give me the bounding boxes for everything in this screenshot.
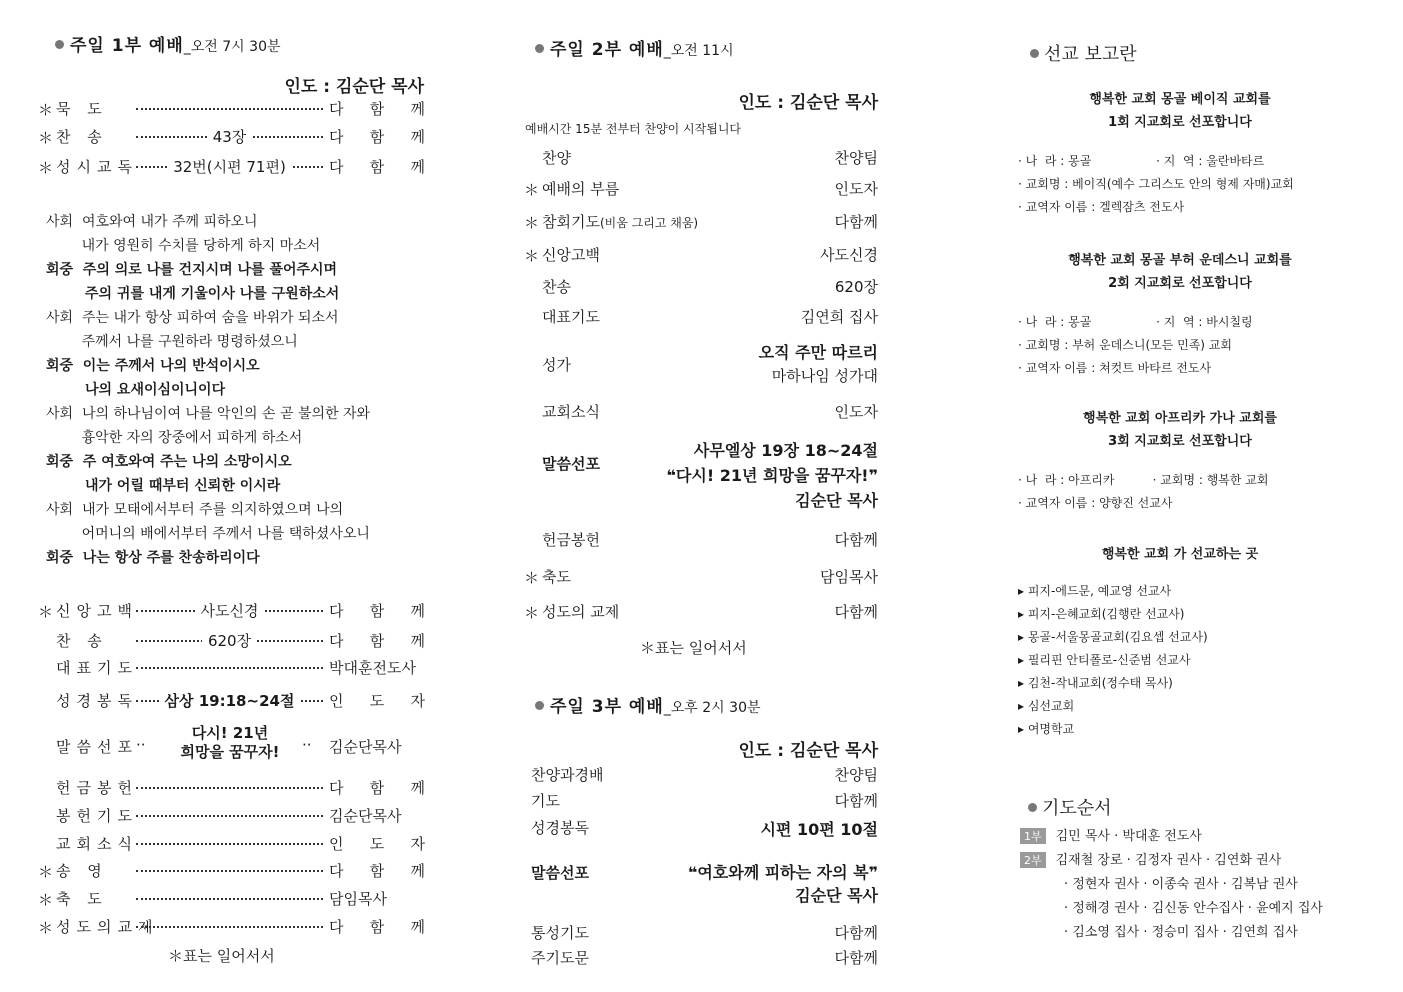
order-label: 송 영	[56, 862, 108, 880]
service3-header	[535, 692, 761, 717]
responsive-line: 나의 요새이심이니이다	[46, 382, 226, 398]
order-value: 찬양팀	[834, 149, 878, 167]
order-label: 헌금봉헌	[56, 779, 138, 797]
responsive-line: 주께서 나를 구원하라 명령하셨으니	[46, 334, 298, 350]
order-label	[542, 147, 571, 168]
order-label: 봉헌기도	[56, 807, 138, 825]
mission-block-line: · 교역자 이름 : 겔렉잠츠 전도사	[1018, 200, 1185, 214]
service2-notice: 예배시간 15분 전부터 찬양이 시작됩니다	[525, 122, 742, 136]
standing-asterisk-icon: ＊	[524, 214, 540, 232]
order-label	[542, 453, 600, 474]
order-responsible: 다 함 께	[329, 602, 425, 620]
mission-supported-item: ▸ 피지-에드문, 예교영 선교사	[1018, 584, 1172, 598]
order-label: 대표기도	[56, 659, 138, 677]
order-responsible: 다 함 께	[329, 918, 425, 936]
order-row	[40, 156, 425, 178]
order-label	[542, 354, 571, 375]
order-row	[40, 690, 425, 712]
standing-asterisk-icon: ＊	[38, 159, 54, 177]
order-value: ❝여호와께 피하는 자의 복❞	[687, 863, 878, 882]
order-responsible: 박대훈전도사	[329, 659, 416, 677]
prayer-header	[1028, 794, 1112, 820]
order-value: 인도자	[834, 180, 878, 198]
order-row	[40, 888, 425, 910]
order-label: 찬 송	[56, 128, 108, 146]
mission-block-line: · 나 라 : 몽골 · 지 역 : 울란바타르	[1018, 154, 1265, 168]
order-value: 김연희 집사	[800, 308, 878, 326]
prayer-line-4: · 정해경 권사 · 김신동 안수집사 · 윤예지 집사	[1064, 901, 1323, 916]
responsive-line: 사회 주는 내가 항상 피하여 숨을 바위가 되소서	[46, 310, 339, 326]
order-value: 620장	[834, 278, 878, 296]
order-label	[542, 276, 571, 297]
order-detail-text: 32번(시편 71편)	[167, 158, 292, 176]
order-row	[40, 805, 425, 827]
order-label: 묵 도	[56, 100, 108, 118]
order-label: 찬 송	[56, 632, 108, 650]
mission-block-line: · 나 라 : 몽골 · 지 역 : 바시칠링	[1018, 315, 1253, 329]
order-value: 오직 주만 따르리	[758, 343, 878, 362]
order-detail	[136, 630, 323, 651]
leader-dots	[136, 667, 323, 669]
service3-time: _오후 2시 30분	[663, 700, 761, 716]
order-label-text: 교회소식	[542, 403, 600, 421]
bullet-dot-icon	[1030, 49, 1039, 58]
order-detail	[136, 126, 323, 147]
service2-title: 주일 2부 예배	[550, 40, 664, 60]
mission-header	[1030, 40, 1137, 66]
prayer-line-5: · 김소영 집사 · 정승미 집사 · 김연희 집사	[1064, 925, 1298, 940]
mission-block-line: · 교회명 : 부허 운데스니(모든 민족) 교회	[1018, 338, 1232, 352]
mission-block-line: · 교역자 이름 : 양향진 선교사	[1018, 496, 1173, 510]
mission-supported-item: ▸ 여명학교	[1018, 722, 1075, 736]
service2-header	[535, 35, 734, 60]
mission-block-heading-2: 3회 지교회로 선포합니다	[1108, 434, 1252, 449]
responsive-line: 흉악한 자의 장중에서 피하게 하소서	[46, 430, 303, 446]
mission-supported-item: ▸ 김천-작내교회(정수태 목사)	[1018, 676, 1173, 690]
order-row	[40, 98, 425, 120]
order-value: 찬양팀	[834, 766, 878, 784]
mission-block-line: · 교회명 : 베이직(예수 그리스도 안의 형제 자매)교회	[1018, 177, 1294, 191]
responsive-line: 내가 어릴 때부터 신뢰한 이시라	[46, 478, 281, 494]
responsive-line: 사회 여호와여 내가 주께 피하오니	[46, 214, 258, 230]
service1-title: 주일 1부 예배	[70, 36, 184, 56]
order-row	[40, 724, 425, 761]
order-label: 기도	[531, 792, 560, 810]
order-label-text: 예배의 부름	[542, 180, 620, 198]
service1-time: _오전 7시 30분	[183, 39, 281, 55]
order-value: 다함께	[834, 949, 878, 967]
order-value: 다함께	[834, 213, 878, 231]
order-responsible: 다 함 께	[329, 632, 425, 650]
order-responsible: 다 함 께	[329, 862, 425, 880]
responsive-line: 회중 나는 항상 주를 찬송하리이다	[46, 550, 260, 566]
order-responsible: 다 함 께	[329, 128, 425, 146]
order-row	[40, 777, 425, 799]
prayer-badge-1: 1부	[1020, 828, 1046, 844]
standing-asterisk-icon: ＊	[38, 101, 54, 119]
order-label: 성경봉독	[56, 692, 138, 710]
responsive-line: 회중 이는 주께서 나의 반석이시오	[46, 358, 260, 374]
service2-time: _오전 11시	[663, 43, 734, 59]
order-label: 성경봉독	[531, 819, 589, 837]
mission-block-heading: 행복한 교회 몽골 베이직 교회를	[1089, 92, 1271, 107]
order-value-2: ❝다시! 21년 희망을 꿈꾸자!❞	[666, 466, 878, 485]
order-label	[542, 401, 600, 422]
mission-supported-title: 행복한 교회 가 선교하는 곳	[1101, 547, 1259, 562]
order-label-text: 성도의 교제	[542, 603, 620, 621]
order-row	[40, 600, 425, 622]
order-value: 다함께	[834, 924, 878, 942]
order-label: 찬양과경배	[531, 766, 604, 784]
order-responsible: 인 도 자	[329, 692, 425, 710]
leader-dots	[136, 898, 323, 900]
order-row	[40, 860, 425, 882]
standing-asterisk-icon: ＊	[38, 891, 54, 909]
service1-header	[55, 31, 281, 56]
order-label-text: 성가	[542, 356, 571, 374]
order-row	[40, 657, 425, 679]
standing-asterisk-icon: ＊	[524, 604, 540, 622]
order-label-text: 참회기도	[542, 213, 600, 231]
leader-dots: ··	[302, 736, 312, 754]
prayer-line-1: 김민 목사 · 박대훈 전도사	[1055, 829, 1202, 844]
responsive-line: 내가 영원히 수치를 당하게 하지 마소서	[46, 238, 321, 254]
bullet-dot-icon	[535, 44, 544, 53]
order-value-2: 마하나임 성가대	[771, 367, 878, 385]
order-label-text: 헌금봉헌	[542, 531, 600, 549]
leader-dots	[136, 815, 323, 817]
standing-asterisk-icon: ＊	[38, 919, 54, 937]
order-label	[542, 178, 619, 199]
service1-column	[0, 0, 470, 992]
order-responsible: 담임목사	[329, 890, 387, 908]
service2-leader: 인도 : 김순단 목사	[738, 93, 878, 113]
mission-block-line: · 나 라 : 아프리카 · 교회명 : 행복한 교회	[1018, 473, 1269, 487]
order-detail-text: 사도신경	[195, 602, 265, 620]
order-label: 교회소식	[56, 835, 138, 853]
standing-asterisk-icon: ＊	[524, 247, 540, 265]
mission-block-line: · 교역자 이름 : 쳐컷트 바타르 전도사	[1018, 361, 1212, 375]
order-label: 성시교독	[56, 158, 138, 176]
service1-note: ＊표는 일어서서	[168, 947, 275, 965]
order-label-text: 신앙고백	[542, 246, 600, 264]
service3-leader: 인도 : 김순단 목사	[738, 741, 878, 761]
order-label: 성도의교제	[56, 918, 159, 936]
responsive-line: 사회 내가 모태에서부터 주를 의지하였으며 나의	[46, 502, 344, 518]
order-responsible: 다 함 께	[329, 158, 425, 176]
order-sermon-title: 다시! 21년 희망을 꿈꾸자!	[180, 724, 280, 761]
leader-dots	[136, 926, 323, 928]
bullet-dot-icon	[1028, 803, 1037, 812]
order-row	[40, 126, 425, 148]
responsive-line: 어머니의 배에서부터 주께서 나를 택하셨사오니	[46, 526, 370, 542]
order-value: 사도신경	[820, 246, 878, 264]
mission-supported-item: ▸ 필리핀 안티폴로-신준범 선교사	[1018, 653, 1191, 667]
order-detail	[136, 156, 323, 177]
order-responsible: 김순단목사	[329, 807, 402, 825]
order-label	[542, 529, 600, 550]
mission-block-heading: 행복한 교회 몽골 부허 운데스니 교회를	[1068, 253, 1292, 268]
order-value: 다함께	[834, 603, 878, 621]
order-label	[542, 601, 619, 622]
mission-block-heading-2: 2회 지교회로 선포합니다	[1108, 276, 1252, 291]
order-label	[542, 306, 600, 327]
prayer-row-1	[1020, 825, 1202, 844]
order-label: 축 도	[56, 890, 108, 908]
responsive-line: 주의 귀를 내게 기울이사 나를 구원하소서	[46, 286, 340, 302]
mission-title: 선교 보고란	[1044, 44, 1137, 65]
order-responsible: 인 도 자	[329, 835, 425, 853]
prayer-line-3: · 정현자 권사 · 이종숙 권사 · 김복남 권사	[1064, 877, 1298, 892]
bullet-dot-icon	[55, 40, 64, 49]
order-value-3: 김순단 목사	[795, 491, 878, 510]
service3-title: 주일 3부 예배	[550, 697, 664, 717]
order-detail	[136, 600, 323, 621]
standing-asterisk-icon: ＊	[524, 181, 540, 199]
mission-supported-item: ▸ 피지-은혜교회(김행란 선교사)	[1018, 607, 1185, 621]
order-label: 신앙고백	[56, 602, 138, 620]
service2-note: ＊표는 일어서서	[640, 639, 747, 657]
order-row	[40, 833, 425, 855]
leader-dots: ··	[136, 736, 146, 754]
mission-supported-item: ▸ 몽골-서울몽골교회(김요셉 선교사)	[1018, 630, 1208, 644]
order-row	[40, 916, 425, 938]
order-label	[542, 211, 698, 232]
prayer-badge-2: 2부	[1020, 852, 1046, 868]
responsive-line: 회중 주의 의로 나를 건지시며 나를 풀어주시며	[46, 262, 338, 278]
order-label: 말씀선포	[531, 864, 589, 882]
standing-asterisk-icon: ＊	[38, 129, 54, 147]
prayer-title: 기도순서	[1042, 798, 1112, 819]
standing-asterisk-icon: ＊	[38, 863, 54, 881]
order-value: 시편 10편 10절	[760, 820, 878, 839]
mission-block-heading: 행복한 교회 아프리카 가나 교회를	[1083, 411, 1277, 426]
order-value-2: 김순단 목사	[795, 886, 878, 905]
prayer-row-2	[1020, 849, 1281, 868]
order-value: 다함께	[834, 792, 878, 810]
order-label-text: 찬양	[542, 149, 571, 167]
order-label-sub: (비움 그리고 채움)	[599, 216, 699, 230]
order-value: 인도자	[834, 403, 878, 421]
order-detail-text: 43장	[207, 128, 253, 146]
order-label-text: 대표기도	[542, 308, 600, 326]
prayer-line-2: 김재철 장로 · 김정자 권사 · 김연화 권사	[1055, 853, 1282, 868]
mission-block-heading-2: 1회 지교회로 선포합니다	[1108, 115, 1252, 130]
order-value: 사무엘상 19장 18~24절	[693, 441, 878, 460]
order-label: 말씀선포	[56, 738, 138, 756]
leader-dots	[136, 870, 323, 872]
order-detail-text: 620장	[202, 632, 257, 650]
order-label-text: 찬송	[542, 278, 571, 296]
order-label	[542, 244, 600, 265]
leader-dots	[136, 787, 323, 789]
order-row	[40, 630, 425, 652]
standing-asterisk-icon: ＊	[38, 603, 54, 621]
order-value: 담임목사	[820, 568, 878, 586]
order-responsible: 다 함 께	[329, 779, 425, 797]
mission-supported-item: ▸ 심선교회	[1018, 699, 1075, 713]
order-detail	[136, 690, 323, 711]
order-responsible: 김순단목사	[329, 738, 402, 756]
bullet-dot-icon	[535, 701, 544, 710]
order-label: 주기도문	[531, 949, 589, 967]
leader-dots	[136, 108, 323, 110]
responsive-line: 회중 주 여호와여 주는 나의 소망이시오	[46, 454, 292, 470]
service1-leader: 인도 : 김순단 목사	[284, 77, 424, 97]
responsive-line: 사회 나의 하나님이여 나를 악인의 손 곧 불의한 자와	[46, 406, 371, 422]
order-value: 다함께	[834, 531, 878, 549]
order-label	[542, 566, 571, 587]
leader-dots	[136, 843, 323, 845]
order-detail-text: 삼상 19:18~24절	[159, 692, 301, 710]
order-label: 통성기도	[531, 924, 589, 942]
standing-asterisk-icon: ＊	[524, 569, 540, 587]
order-label-text: 말씀선포	[542, 455, 600, 473]
order-label-text: 축도	[542, 568, 571, 586]
order-responsible: 다 함 께	[329, 100, 425, 118]
